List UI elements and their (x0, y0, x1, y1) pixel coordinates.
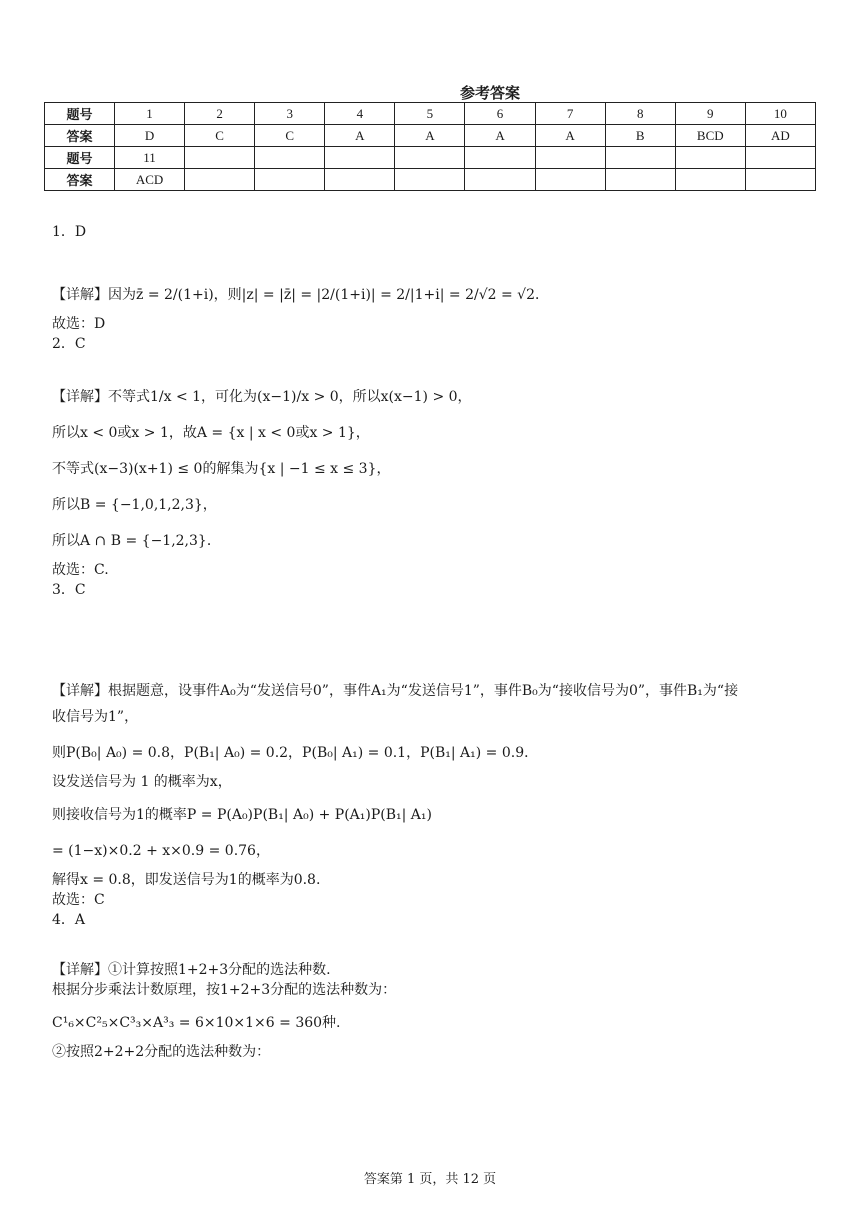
table-cell (605, 147, 675, 169)
q2-detail-4: 所以B = {−1,0,1,2,3}， (52, 497, 217, 513)
table-cell: 6 (465, 103, 535, 125)
table-cell (745, 147, 815, 169)
table-row-header: 题号 (45, 147, 115, 169)
q2-detail-3: 不等式(x−3)(x+1) ≤ 0的解集为{x | −1 ≤ x ≤ 3}， (52, 461, 391, 477)
table-cell (395, 147, 465, 169)
table-cell: B (605, 125, 675, 147)
table-cell: AD (745, 125, 815, 147)
table-cell: 7 (535, 103, 605, 125)
table-row (45, 169, 816, 191)
table-cell: C (255, 125, 325, 147)
table-cell (535, 169, 605, 191)
q4-detail-3: C¹₆×C²₅×C³₃×A³₃ = 6×10×1×6 = 360种. (52, 1015, 341, 1031)
page-title: 参考答案 (459, 84, 520, 102)
q3-choice: 故选：C (52, 892, 105, 908)
table-cell: 9 (675, 103, 745, 125)
q3-detail-2: 收信号为1”， (52, 709, 139, 725)
table-cell: D (115, 125, 185, 147)
solutions (52, 214, 822, 1062)
q2-choice: 故选：C. (52, 562, 109, 578)
table-cell: 5 (395, 103, 465, 125)
table-cell: 1 (115, 103, 185, 125)
table-cell (465, 169, 535, 191)
q3-number: 3．C (52, 582, 86, 598)
table-row-header: 题号 (45, 103, 115, 125)
table-row (45, 103, 816, 125)
table-row-header: 答案 (45, 169, 115, 191)
table-cell: 3 (255, 103, 325, 125)
table-cell: 2 (185, 103, 255, 125)
q2-detail-1: 【详解】不等式1/x < 1，可化为(x−1)/x > 0，所以x(x−1) > 0， (52, 389, 472, 405)
table-cell (675, 169, 745, 191)
q3-detail-6: = (1−x)×0.2 + x×0.9 = 0.76， (52, 843, 270, 859)
table-row (45, 125, 816, 147)
q2-number: 2．C (52, 336, 86, 352)
table-cell: A (395, 125, 465, 147)
q3-detail-7: 解得x = 0.8，即发送信号为1的概率为0.8. (52, 872, 321, 888)
q4-detail-4: ②按照2+2+2分配的选法种数为： (52, 1044, 271, 1060)
q2-detail-5: 所以A ∩ B = {−1,2,3}． (52, 533, 221, 549)
table-cell (535, 147, 605, 169)
table-cell (675, 147, 745, 169)
table-row (45, 147, 816, 169)
table-cell: A (465, 125, 535, 147)
table-cell: 8 (605, 103, 675, 125)
table-cell (325, 169, 395, 191)
q2-detail-2: 所以x < 0或x > 1，故A = {x | x < 0或x > 1}， (52, 425, 370, 441)
table-cell (185, 169, 255, 191)
table-cell (255, 147, 325, 169)
table-cell: 4 (325, 103, 395, 125)
table-cell: BCD (675, 125, 745, 147)
table-cell: 10 (745, 103, 815, 125)
table-cell (255, 169, 325, 191)
table-cell: C (185, 125, 255, 147)
table-cell: ACD (115, 169, 185, 191)
page-footer: 答案第 1 页，共 12 页 (363, 1172, 497, 1187)
table-cell (605, 169, 675, 191)
table-cell (395, 169, 465, 191)
table-cell (745, 169, 815, 191)
table-row-header: 答案 (45, 125, 115, 147)
answer-table (44, 102, 816, 191)
table-cell (185, 147, 255, 169)
table-cell: A (535, 125, 605, 147)
q1-choice: 故选：D (52, 316, 106, 332)
table-cell (325, 147, 395, 169)
q3-detail-5: 则接收信号为1的概率P = P(A₀)P(B₁| A₀) + P(A₁)P(B₁| A₁) (52, 807, 432, 823)
q4-detail-2: 根据分步乘法计数原理，按1+2+3分配的选法种数为： (52, 982, 397, 998)
q3-detail-4: 设发送信号为 1 的概率为x， (52, 774, 232, 790)
q4-detail-1: 【详解】①计算按照1+2+3分配的选法种数. (52, 962, 331, 978)
q4-number: 4．A (52, 912, 86, 928)
q3-detail-3: 则P(B₀| A₀) = 0.8，P(B₁| A₀) = 0.2，P(B₀| A₁) = 0.1，P(B₁| A₁) = 0.9． (52, 745, 539, 761)
table-cell (465, 147, 535, 169)
q1-number: 1．D (52, 224, 87, 240)
table-cell: A (325, 125, 395, 147)
q3-detail-1: 【详解】根据题意，设事件A₀为“发送信号0”，事件A₁为“发送信号1”，事件B₀为“接收信号为0”，事件B₁为“接 (52, 683, 739, 699)
table-cell: 11 (115, 147, 185, 169)
q1-detail: 【详解】因为z̄ = 2/(1+i)，则|z| = |z̄| = |2/(1+i)| = 2/|1+i| = 2/√2 = √2． (52, 287, 549, 303)
